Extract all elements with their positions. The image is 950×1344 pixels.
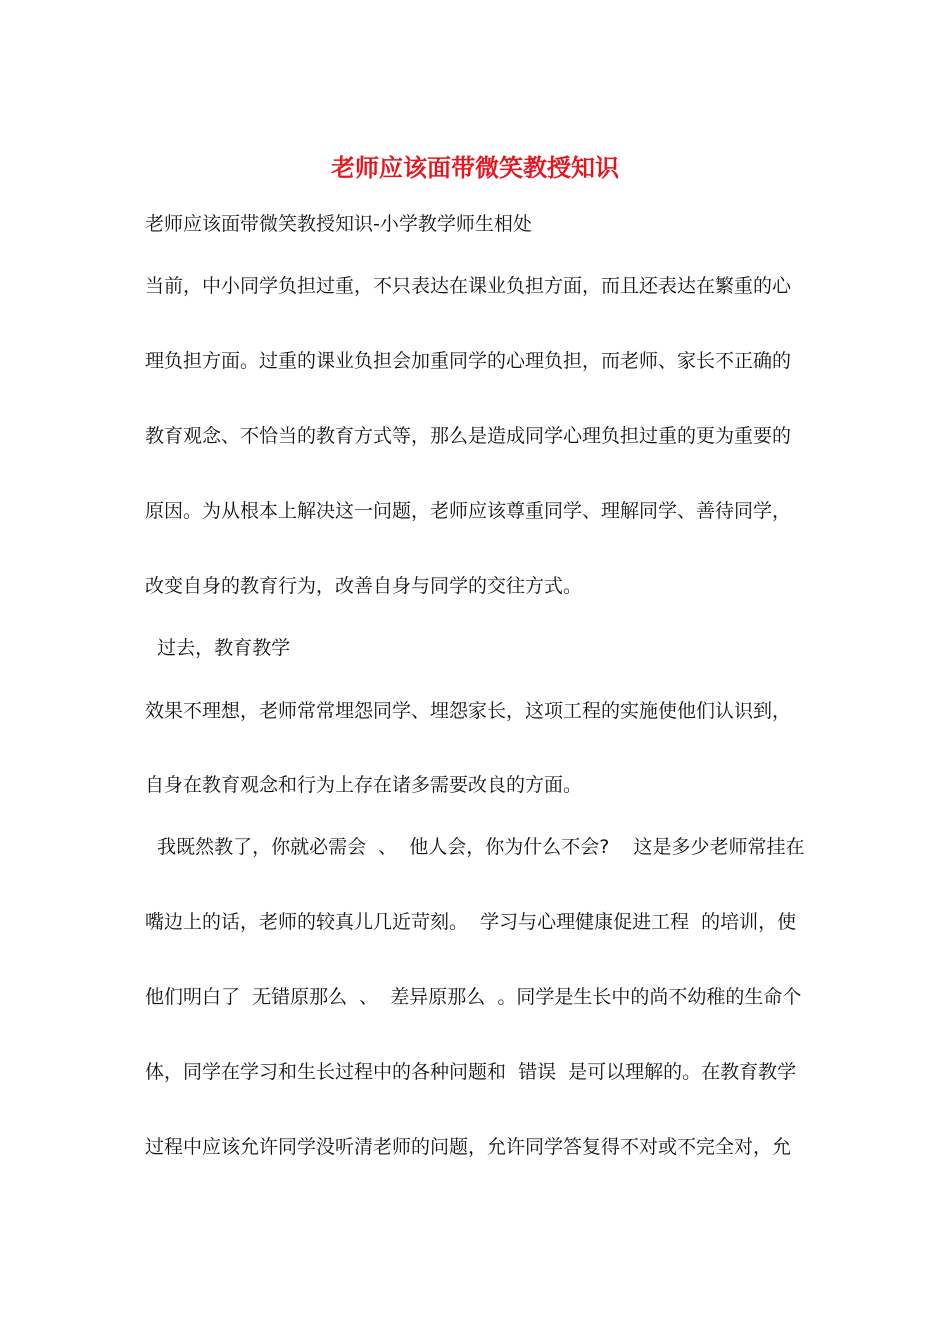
body-line: 他们明白了 无错原那么 、 差异原那么 。同学是生长中的尚不幼稚的生命个 [145, 986, 802, 1008]
document-title: 老师应该面带微笑教授知识 [331, 153, 619, 182]
body-line: 我既然教了，你就必需会 、 他人会，你为什么不会? 这是多少老师常挂在 [145, 836, 805, 858]
body-line: 教育观念、不恰当的教育方式等，那么是造成同学心理负担过重的更为重要的 [145, 425, 792, 447]
body-line: 效果不理想，老师常常埋怨同学、埋怨家长，这项工程的实施使他们认识到， [145, 700, 792, 722]
body-line: 当前，中小同学负担过重，不只表达在课业负担方面，而且还表达在繁重的心 [145, 275, 792, 297]
body-line: 自身在教育观念和行为上存在诸多需要改良的方面。 [145, 774, 583, 796]
body-line: 体，同学在学习和生长过程中的各种问题和 错误 是可以理解的。在教育教学 [145, 1061, 797, 1083]
body-line: 理负担方面。过重的课业负担会加重同学的心理负担，而老师、家长不正确的 [145, 350, 792, 372]
body-line: 原因。为从根本上解决这一问题，老师应该尊重同学、理解同学、善待同学， [145, 500, 792, 522]
body-line: 过去，教育教学 [145, 637, 291, 659]
subtitle-line: 老师应该面带微笑教授知识-小学教学师生相处 [145, 213, 532, 235]
body-line: 改变自身的教育行为，改善自身与同学的交往方式。 [145, 575, 583, 597]
body-line: 过程中应该允许同学没听清老师的问题，允许同学答复得不对或不完全对，允 [145, 1136, 792, 1158]
body-line: 嘴边上的话，老师的较真儿几近苛刻。 学习与心理健康促进工程 的培训，使 [145, 911, 797, 933]
